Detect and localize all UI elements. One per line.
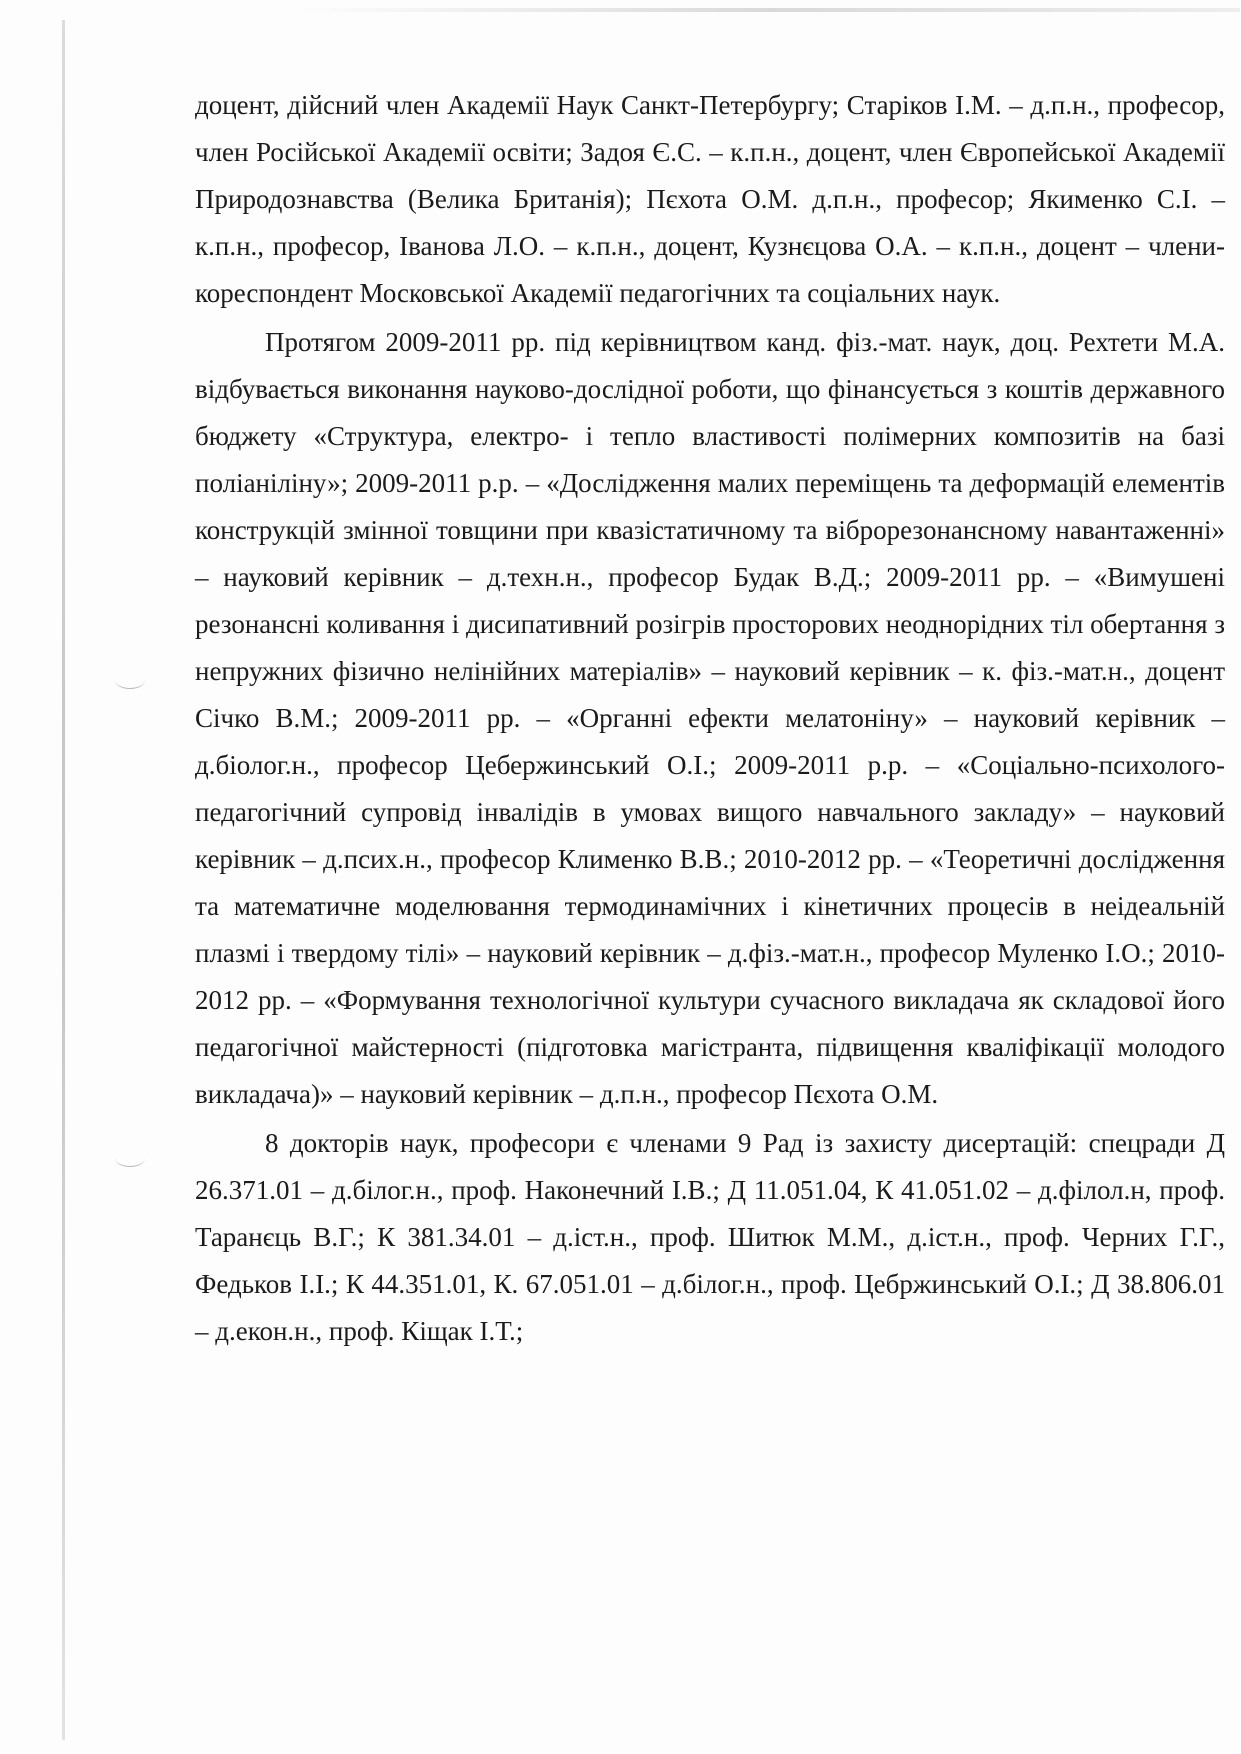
scan-top-shadow — [300, 8, 1240, 12]
punch-hole-mark — [115, 1150, 145, 1167]
paragraph-dissertation-councils: 8 докторів наук, професори є членами 9 Рад із захисту дисертацій: спецради Д 26.371.01 – д.білог.н., проф. Наконечний І.В.; Д 11.051.04, К 41.051.02 – д.філол.н, проф. Таранєць В.Г.; К 381.34.01 – д.іст.н., проф. Шитюк М.М., д.іст.н., проф. Черних Г.Г., Федьков І.І.; К 44.351.01, К. 67.051.01 – д.білог.н., проф. Цебржинський О.І.; Д 38.806.01 – д.екон.н., проф. Кіщак І.Т.; — [195, 1128, 1225, 1346]
scan-left-edge — [62, 20, 65, 1740]
paragraph-research-projects: Протягом 2009-2011 рр. під керівництвом канд. фіз.-мат. наук, доц. Рехтети М.А. відбувається виконання науково-дослідної роботи, що фінансується з коштів державного бюджету «Структура, електро- і тепло властивості полімерних композитів на базі поліаніліну»; 2009-2011 р.р. – «Дослідження малих переміщень та деформацій елементів конструкцій змінної товщини при квазістатичному та віброрезонансному навантаженні» – науковий керівник – д.техн.н., професор Будак В.Д.; 2009-2011 рр. – «Вимушені резонансні коливання і дисипативний розігрів просторових неоднорідних тіл обертання з непружних фізично нелінійних матеріалів» – науковий керівник – к. фіз.-мат.н., доцент Січко В.М.; 2009-2011 рр. – «Органні ефекти мелатоніну» – науковий керівник – д.біолог.н., професор Цебержинський О.І.; 2009-2011 р.р. – «Соціально-психолого-педагогічний супровід інвалідів в умовах вищого навчального закладу» – науковий керівник – д.псих.н., професор Клименко В.В.; 2010-2012 рр. – «Теоретичні дослідження та математичне моделювання термодинамічних і кінетичних процесів в неідеальній плазмі і твердому тілі» – науковий керівник – д.фіз.-мат.н., професор Муленко І.О.; 2010-2012 рр. – «Формування технологічної культури сучасного викладача як складової його педагогічної майстерності (підготовка магістранта, підвищення кваліфікації молодого викладача)» – науковий керівник – д.п.н., професор Пєхота О.М. — [195, 327, 1225, 1109]
paragraph-continuation: доцент, дійсний член Академії Наук Санкт-Петербургу; Старіков І.М. – д.п.н., професор, член Російської Академії освіти; Задоя Є.С. – к.п.н., доцент, член Європейської Академії Природознавства (Велика Британія); Пєхота О.М. д.п.н., професор; Якименко С.І. – к.п.н., професор, Іванова Л.О. – к.п.н., доцент, Кузнєцова О.А. – к.п.н., доцент – члени-кореспондент Московської Академії педагогічних та соціальних наук. — [195, 90, 1225, 308]
document-body — [195, 82, 1225, 1355]
punch-hole-mark — [115, 672, 145, 689]
